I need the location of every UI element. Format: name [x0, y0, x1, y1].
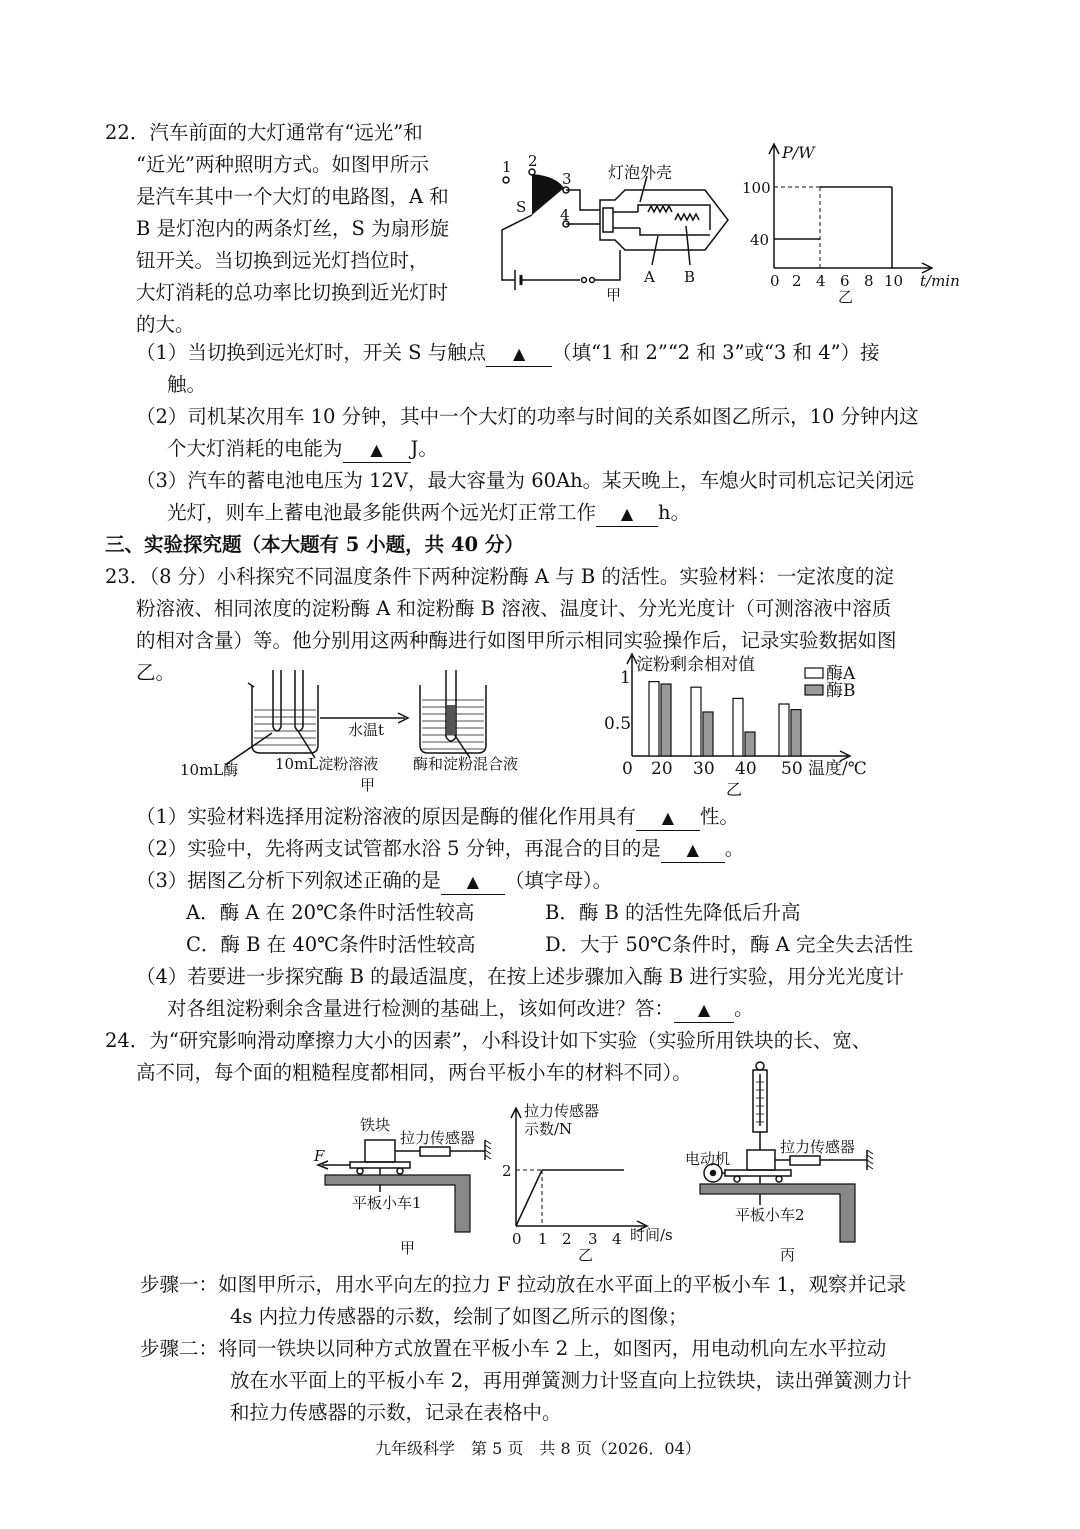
caption-yi: 乙 — [578, 1246, 594, 1264]
y-tick-0.5: 0.5 — [604, 714, 632, 734]
contact-1 — [503, 177, 509, 183]
q23-sub4-answer-blank[interactable] — [674, 997, 734, 1023]
q22-sub3-line2 — [167, 501, 690, 527]
caption-jia: 甲 — [360, 776, 376, 794]
cart-2 — [725, 1170, 791, 1176]
x-tick-30: 30 — [693, 759, 715, 779]
x-tick-8: 8 — [864, 272, 874, 290]
x-tick-0: 0 — [770, 272, 780, 290]
x-tick-0: 0 — [512, 1230, 522, 1248]
q23-experiment-figure — [180, 665, 580, 795]
q23-sub3-text-b: （填字母）。 — [504, 869, 613, 892]
q23-option-a[interactable]: A．酶 A 在 20℃条件时活性较高 — [186, 901, 475, 924]
caption-jia: 甲 — [400, 1239, 416, 1257]
label-mixture: 酶和淀粉混合液 — [413, 755, 519, 773]
q23-sub2-text: （2）实验中，先将两支试管都水浴 5 分钟，再混合的目的是 — [136, 837, 661, 860]
q22-sub3-answer-blank[interactable] — [596, 501, 658, 527]
x-tick-0: 0 — [622, 759, 633, 779]
q23-bar-chart — [600, 650, 900, 800]
q23-sub2-answer-blank[interactable] — [661, 837, 725, 863]
q22-sub2-text: 个大灯消耗的电能为 — [167, 437, 343, 460]
bar-酶A-40 — [733, 698, 743, 756]
q23-sub2 — [136, 837, 744, 863]
x-tick-50: 50 — [781, 759, 803, 779]
q24-step2-line2: 放在水平面上的平板小车 2，再用弹簧测力计竖直向上拉铁块，读出弹簧测力计 — [230, 1369, 912, 1392]
q23-sub1-text-b: 性。 — [699, 805, 739, 828]
label-2: 2 — [528, 152, 538, 170]
legend-swatch-a — [805, 668, 823, 678]
label-force-sensor: 拉力传感器 — [400, 1129, 476, 1147]
q22-sub2-answer-blank[interactable] — [343, 437, 411, 463]
label-force-f: F — [314, 1147, 325, 1165]
caption-bing: 丙 — [780, 1246, 796, 1264]
force-sensor — [420, 1147, 450, 1156]
bar-酶A-20 — [649, 682, 659, 756]
q24-sensor-graph — [500, 1100, 685, 1262]
q22-sub3-text: 光灯，则车上蓄电池最多能供两个远光灯正常工作 — [167, 501, 597, 524]
y-tick-40: 40 — [750, 231, 770, 249]
q22-sub2-line1: （2）司机某次用车 10 分钟，其中一个大灯的功率与时间的关系如图乙所示，10 分钟内这 — [136, 405, 919, 428]
answer-mark: ▲ — [661, 808, 675, 827]
label-3: 3 — [562, 170, 572, 188]
q23-sub2-text-b: 。 — [724, 837, 745, 860]
q23-sub3-answer-blank[interactable] — [441, 869, 505, 895]
x-axis-label: t/min — [920, 272, 960, 290]
q23-sub4-end: 。 — [734, 997, 754, 1020]
answer-mark: ▲ — [466, 872, 480, 891]
label-filament-a: A — [644, 268, 655, 286]
q22-sub1-answer-blank[interactable] — [486, 341, 552, 367]
page-footer: 九年级科学 第 5 页 共 8 页（2026．04） — [375, 1439, 701, 1458]
q22-stem-line4: B 是灯泡内的两条灯丝，S 为扇形旋 — [136, 217, 450, 240]
x-tick-10: 10 — [884, 272, 904, 290]
x-tick-6: 6 — [840, 272, 850, 290]
q24-step2-line1: 步骤二：将同一铁块以同种方式放置在平板小车 2 上，如图丙，用电动机向左水平拉动 — [140, 1337, 887, 1360]
q22-sub2-line2 — [167, 437, 438, 463]
bar-酶B-50 — [791, 710, 801, 756]
y-tick-100: 100 — [742, 179, 771, 197]
q22-sub2-unit: J。 — [410, 437, 438, 460]
y-axis-label: P/W — [782, 143, 815, 162]
caption-yi: 乙 — [726, 780, 743, 799]
y-axis-label-1: 拉力传感器 — [524, 1102, 600, 1120]
q23-sub1 — [136, 805, 739, 831]
q22-stem-line6: 大灯消耗的总功率比切换到近光灯时 — [136, 281, 449, 304]
q23-option-b[interactable]: B．酶 B 的活性先降低后升高 — [545, 901, 801, 924]
label-filament-b: B — [684, 268, 696, 286]
bar-酶A-30 — [691, 687, 701, 756]
cart-1 — [350, 1162, 410, 1168]
answer-mark: ▲ — [686, 840, 699, 859]
caption-jia: 甲 — [606, 286, 622, 304]
label-force-sensor: 拉力传感器 — [780, 1138, 856, 1156]
bar-酶B-20 — [661, 684, 671, 756]
x-axis-label: 温度/℃ — [808, 759, 867, 779]
label-motor: 电动机 — [685, 1150, 731, 1168]
label-10ml-enzyme: 10mL酶 — [180, 761, 239, 779]
answer-mark: ▲ — [513, 344, 526, 363]
iron-block — [747, 1150, 775, 1170]
q24-step2-line3: 和拉力传感器的示数，记录在表格中。 — [230, 1401, 562, 1424]
q22-power-time-graph — [740, 140, 970, 305]
bar-酶B-40 — [745, 732, 755, 756]
beaker-left — [252, 685, 318, 753]
q22-stem-line5: 钮开关。当切换到远光灯挡位时， — [136, 249, 429, 272]
legend-label-a: 酶A — [826, 664, 856, 684]
label-1: 1 — [502, 158, 512, 176]
answer-mark: ▲ — [620, 504, 634, 523]
chart-title: 淀粉剩余相对值 — [636, 655, 755, 675]
label-10ml-starch: 10mL淀粉溶液 — [275, 755, 379, 773]
q23-sub1-text: （1）实验材料选择用淀粉溶液的原因是酶的催化作用具有 — [136, 805, 636, 828]
label-cart-2: 平板小车2 — [735, 1206, 805, 1224]
iron-block — [365, 1140, 395, 1162]
q24-stem-line2: 高不同，每个面的粗糙程度都相同，两台平板小车的材料不同）。 — [136, 1061, 692, 1084]
q22-stem-line1: 22．汽车前面的大灯通常有“远光”和 — [105, 121, 423, 144]
y-tick-1: 1 — [620, 668, 631, 688]
q22-sub1-line1 — [136, 341, 880, 367]
q22-sub3-line1: （3）汽车的蓄电池电压为 12V，最大容量为 60Ah。某天晚上，车熄火时司机忘记关闭远 — [136, 469, 915, 492]
x-tick-3: 3 — [588, 1230, 598, 1248]
label-s: S — [516, 198, 527, 216]
x-tick-2: 2 — [562, 1230, 572, 1248]
label-iron-block: 铁块 — [360, 1116, 391, 1134]
x-tick-4: 4 — [816, 272, 826, 290]
q23-sub4-line2 — [167, 997, 754, 1023]
q22-sub3-unit: h。 — [658, 501, 691, 524]
q22-stem-line7: 的大。 — [136, 313, 195, 336]
q23-sub3 — [136, 869, 612, 895]
x-tick-40: 40 — [735, 759, 757, 779]
q23-stem-line4: 乙。 — [136, 661, 176, 684]
q22-sub1-text-b: （填“1 和 2”“2 和 3”或“3 和 4”）接 — [552, 341, 880, 364]
q22-stem-line3: 是汽车其中一个大灯的电路图，A 和 — [136, 185, 449, 208]
label-bulb-shell: 灯泡外壳 — [608, 163, 673, 182]
q23-sub3-text: （3）据图乙分析下列叙述正确的是 — [136, 869, 441, 892]
q23-stem-line2: 粉溶液、相同浓度的淀粉酶 A 和淀粉酶 B 溶液、温度计、分光光度计（可测溶液中溶质 — [136, 597, 892, 620]
force-sensor — [790, 1156, 820, 1165]
legend-label-b: 酶B — [826, 681, 856, 701]
q22-sub1-text: （1）当切换到远光灯时，开关 S 与触点 — [136, 341, 487, 364]
bar-酶A-50 — [779, 704, 789, 756]
section-3-heading: 三、实验探究题（本大题有 5 小题，共 40 分） — [105, 533, 524, 556]
x-axis-label: 时间/s — [630, 1226, 673, 1244]
label-cart-1: 平板小车1 — [352, 1194, 422, 1212]
q22-circuit-figure — [490, 150, 740, 310]
q24-step1-line2: 4s 内拉力传感器的示数，绘制了如图乙所示的图像； — [230, 1305, 688, 1328]
legend-swatch-b — [805, 685, 823, 695]
label-4: 4 — [560, 206, 570, 224]
q23-sub4-text: 对各组淀粉剩余含量进行检测的基础上，该如何改进？答： — [167, 997, 675, 1020]
q24-stem-line1: 24．为“研究影响滑动摩擦力大小的因素”，小科设计如下实验（实验所用铁块的长、宽、 — [105, 1029, 872, 1052]
q23-stem-line1: 23．（8 分）小科探究不同温度条件下两种淀粉酶 A 与 B 的活性。实验材料：一定浓度的淀 — [105, 565, 894, 588]
x-tick-4: 4 — [612, 1230, 622, 1248]
q23-sub4-line1: （4）若要进一步探究酶 B 的最适温度，在按上述步骤加入酶 B 进行实验，用分光光度计 — [136, 965, 904, 988]
x-tick-20: 20 — [651, 759, 673, 779]
answer-mark: ▲ — [370, 440, 383, 459]
q24-setup-jia — [310, 1110, 500, 1260]
q22-stem-line2: “近光”两种照明方式。如图甲所示 — [136, 153, 429, 176]
q22-sub1-line2: 触。 — [167, 373, 207, 396]
bar-酶B-30 — [703, 712, 713, 756]
x-tick-1: 1 — [538, 1230, 548, 1248]
answer-mark: ▲ — [697, 1000, 711, 1019]
q23-option-d[interactable]: D．大于 50℃条件时，酶 A 完全失去活性 — [545, 933, 913, 956]
q24-step1-line1: 步骤一：如图甲所示，用水平向左的拉力 F 拉动放在水平面上的平板小车 1，观察并记录 — [140, 1273, 907, 1296]
q24-setup-bing — [685, 1060, 885, 1265]
y-axis-label-2: 示数/N — [524, 1120, 573, 1138]
caption-yi: 乙 — [838, 288, 854, 306]
x-tick-2: 2 — [792, 272, 802, 290]
q23-sub1-answer-blank[interactable] — [636, 805, 700, 831]
label-water-temp: 水温t — [348, 721, 385, 739]
q23-option-c[interactable]: C．酶 B 在 40℃条件时活性较高 — [186, 933, 476, 956]
q23-stem-line3: 的相对含量）等。他分别用这两种酶进行如图甲所示相同实验操作后，记录实验数据如图 — [136, 629, 897, 652]
y-tick-2: 2 — [502, 1162, 512, 1180]
